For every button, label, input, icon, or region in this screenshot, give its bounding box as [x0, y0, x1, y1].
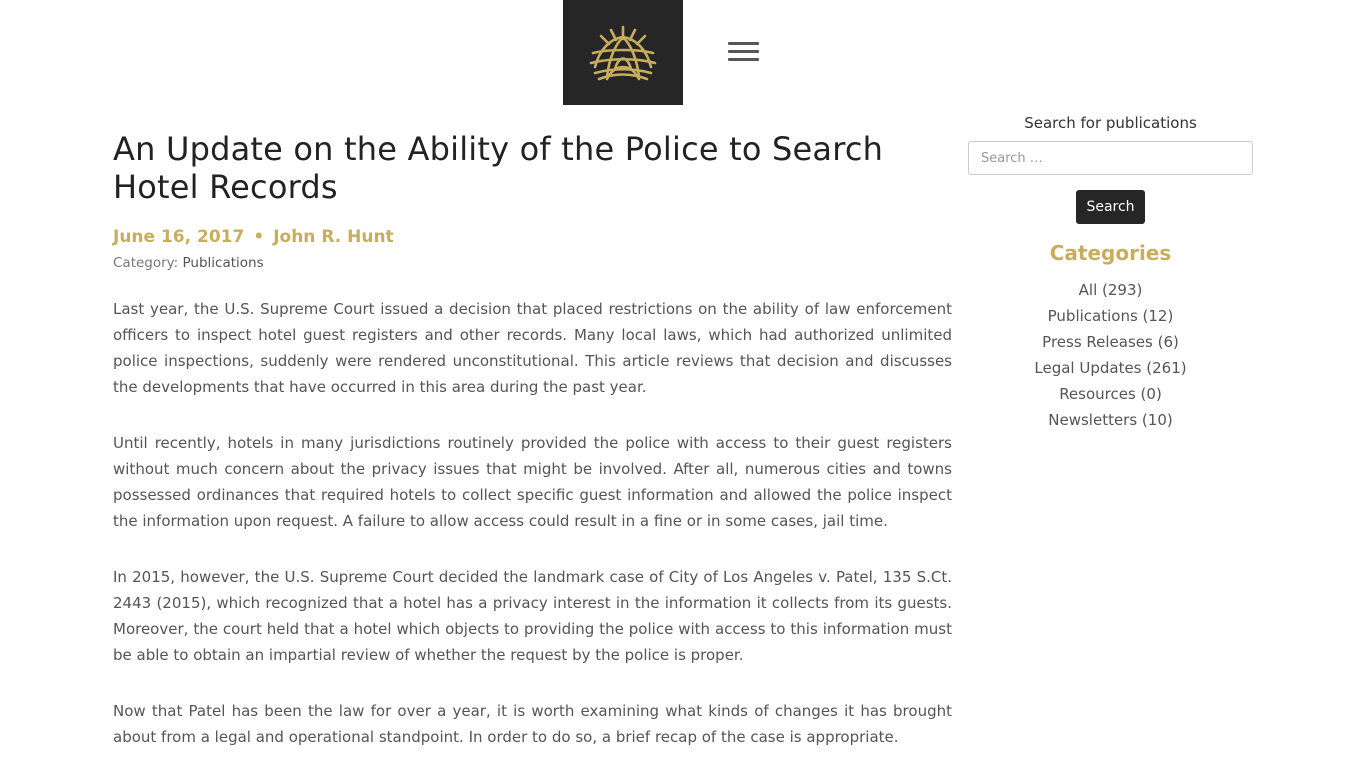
article-meta: [113, 226, 952, 248]
category-item-link[interactable]: All (293): [1078, 281, 1143, 299]
site-logo[interactable]: [563, 0, 683, 105]
hamburger-menu-button[interactable]: [728, 40, 760, 64]
category-label: Category:: [113, 255, 179, 271]
category-item-link[interactable]: Newsletters (10): [1048, 411, 1173, 429]
category-item-link[interactable]: Publications (12): [1047, 307, 1174, 325]
category-item-link[interactable]: Resources (0): [1059, 385, 1162, 403]
categories-list: [968, 277, 1253, 433]
sidebar: [968, 113, 1253, 433]
meta-separator: •: [253, 227, 265, 247]
hamburger-menu-icon: [728, 50, 759, 53]
author-link[interactable]: John R. Hunt: [273, 227, 394, 247]
categories-heading: Categories: [1049, 241, 1172, 265]
hamburger-menu-icon: [728, 42, 759, 45]
article: [113, 130, 952, 768]
article-paragraph: Now that Patel has been the law for over a year, it is worth examining what kinds of changes it has brought about from a legal and operational standpoint. In order to do so, a brief recap of the case is appropriate.: [113, 702, 952, 746]
gold-globe-logo-icon: [585, 23, 661, 83]
hamburger-menu-icon: [728, 58, 759, 61]
search-label: Search for publications: [1024, 114, 1197, 132]
article-title: An Update on the Ability of the Police to Search Hotel Records: [113, 130, 884, 206]
search-button[interactable]: Search: [1076, 190, 1144, 224]
article-paragraph: Last year, the U.S. Supreme Court issued a decision that placed restrictions on the ability of law enforcement officers to inspect hotel guest registers and other records. Many local laws, which had authorized unlimited police inspections, suddenly were rendered unconstitutional. This article reviews that decision and discusses the developments that have occurred in this area during the past year.: [113, 300, 952, 396]
category-item-press-releases[interactable]: [968, 329, 1253, 355]
category-item-legal-updates[interactable]: [968, 355, 1253, 381]
article-category: [113, 254, 952, 272]
category-link[interactable]: Publications: [182, 255, 264, 271]
article-body: [113, 296, 952, 750]
search-input[interactable]: [968, 141, 1253, 175]
category-item-link[interactable]: Press Releases (6): [1042, 333, 1179, 351]
category-item-all[interactable]: [968, 277, 1253, 303]
category-item-newsletters[interactable]: [968, 407, 1253, 433]
article-paragraph: In 2015, however, the U.S. Supreme Court decided the landmark case of City of Los Angeles v. Patel, 135 S.Ct. 2443 (2015), which recognized that a hotel has a privacy interest in the information it collects from its guests. Moreover, the court held that a hotel which objects to providing the police with access to this information must be able to obtain an impartial review of whether the request by the police is proper.: [113, 568, 952, 664]
article-paragraph: Until recently, hotels in many jurisdictions routinely provided the police with access to their guest registers without much concern about the privacy issues that might be involved. After all, numerous cities and towns possessed ordinances that required hotels to collect specific guest information and allowed the police inspect the information upon request. A failure to allow access could result in a fine or in some cases, jail time.: [113, 434, 952, 530]
category-item-resources[interactable]: [968, 381, 1253, 407]
category-item-link[interactable]: Legal Updates (261): [1034, 359, 1187, 377]
category-item-publications[interactable]: [968, 303, 1253, 329]
article-date: June 16, 2017: [113, 227, 245, 247]
